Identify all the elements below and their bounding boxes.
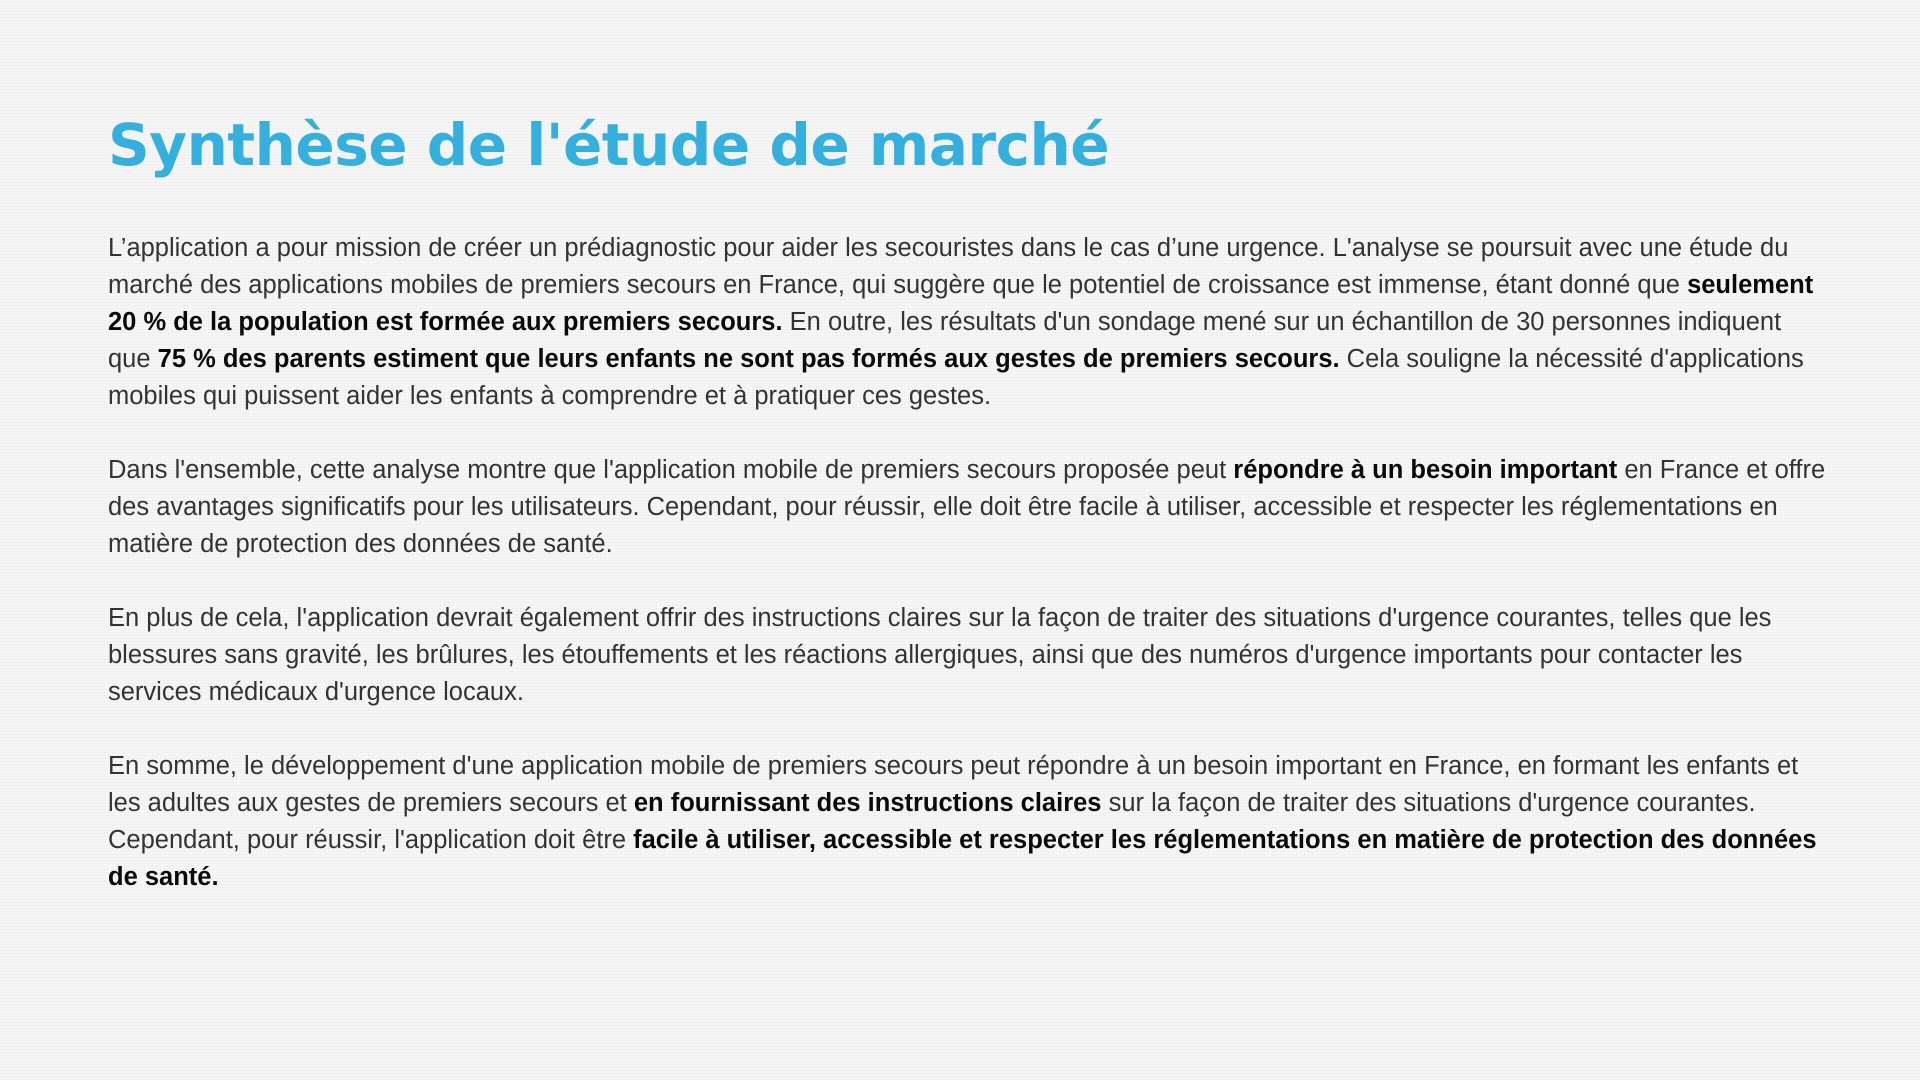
emphasis-text: seulement 20 % de la population est formée aux premiers secours. xyxy=(108,271,1814,336)
emphasis-text: facile à utiliser, accessible et respecter les réglementations en matière de protection des données de santé. xyxy=(108,826,1817,891)
slide-body xyxy=(108,230,1828,896)
paragraph-text: en France et offre des avantages significatifs pour les utilisateurs. Cependant, pour réussir, elle doit être facile à utiliser, accessible et respecter les réglementations en matière de protection des données de santé. xyxy=(108,456,1826,558)
slide-title: Synthèse de l'étude de marché xyxy=(108,111,1110,179)
emphasis-text: 75 % des parents estiment que leurs enfants ne sont pas formés aux gestes de premiers secours. xyxy=(157,345,1340,373)
paragraph-overview xyxy=(108,452,1828,563)
paragraph-text: En plus de cela, l'application devrait également offrir des instructions claires sur la façon de traiter des situations d'urgence courantes, telles que les blessures sans gravité, les brûlures, les étouffements et les réactions allergiques, ainsi que des numéros d'urgence importants pour contacter les services médicaux d'urgence locaux. xyxy=(108,604,1772,706)
paragraph-text: En somme, le développement d'une application mobile de premiers secours peut répondre à un besoin important en France, en formant les enfants et les adultes aux gestes de premiers secours et xyxy=(108,752,1799,817)
paragraph-instructions xyxy=(108,600,1828,711)
paragraph-text: Cela souligne la nécessité d'applications mobiles qui puissent aider les enfants à comprendre et à pratiquer ces gestes. xyxy=(108,345,1804,410)
emphasis-text: en fournissant des instructions claires xyxy=(633,789,1102,817)
paragraph-conclusion xyxy=(108,748,1828,896)
paragraph-text: sur la façon de traiter des situations d'urgence courantes. Cependant, pour réussir, l'application doit être xyxy=(108,789,1756,854)
paragraph-text: Dans l'ensemble, cette analyse montre que l'application mobile de premiers secours proposée peut xyxy=(108,456,1234,484)
paragraph-text: L’application a pour mission de créer un prédiagnostic pour aider les secouristes dans le cas d’une urgence. L'analyse se poursuit avec une étude du marché des applications mobiles de premiers secours en France, qui suggère que le potentiel de croissance est immense, étant donné que xyxy=(108,234,1789,299)
slide xyxy=(108,100,1828,896)
paragraph-text: En outre, les résultats d'un sondage mené sur un échantillon de 30 personnes indiquent que xyxy=(108,308,1782,373)
emphasis-text: répondre à un besoin important xyxy=(1233,456,1618,484)
paragraph-mission xyxy=(108,230,1828,415)
